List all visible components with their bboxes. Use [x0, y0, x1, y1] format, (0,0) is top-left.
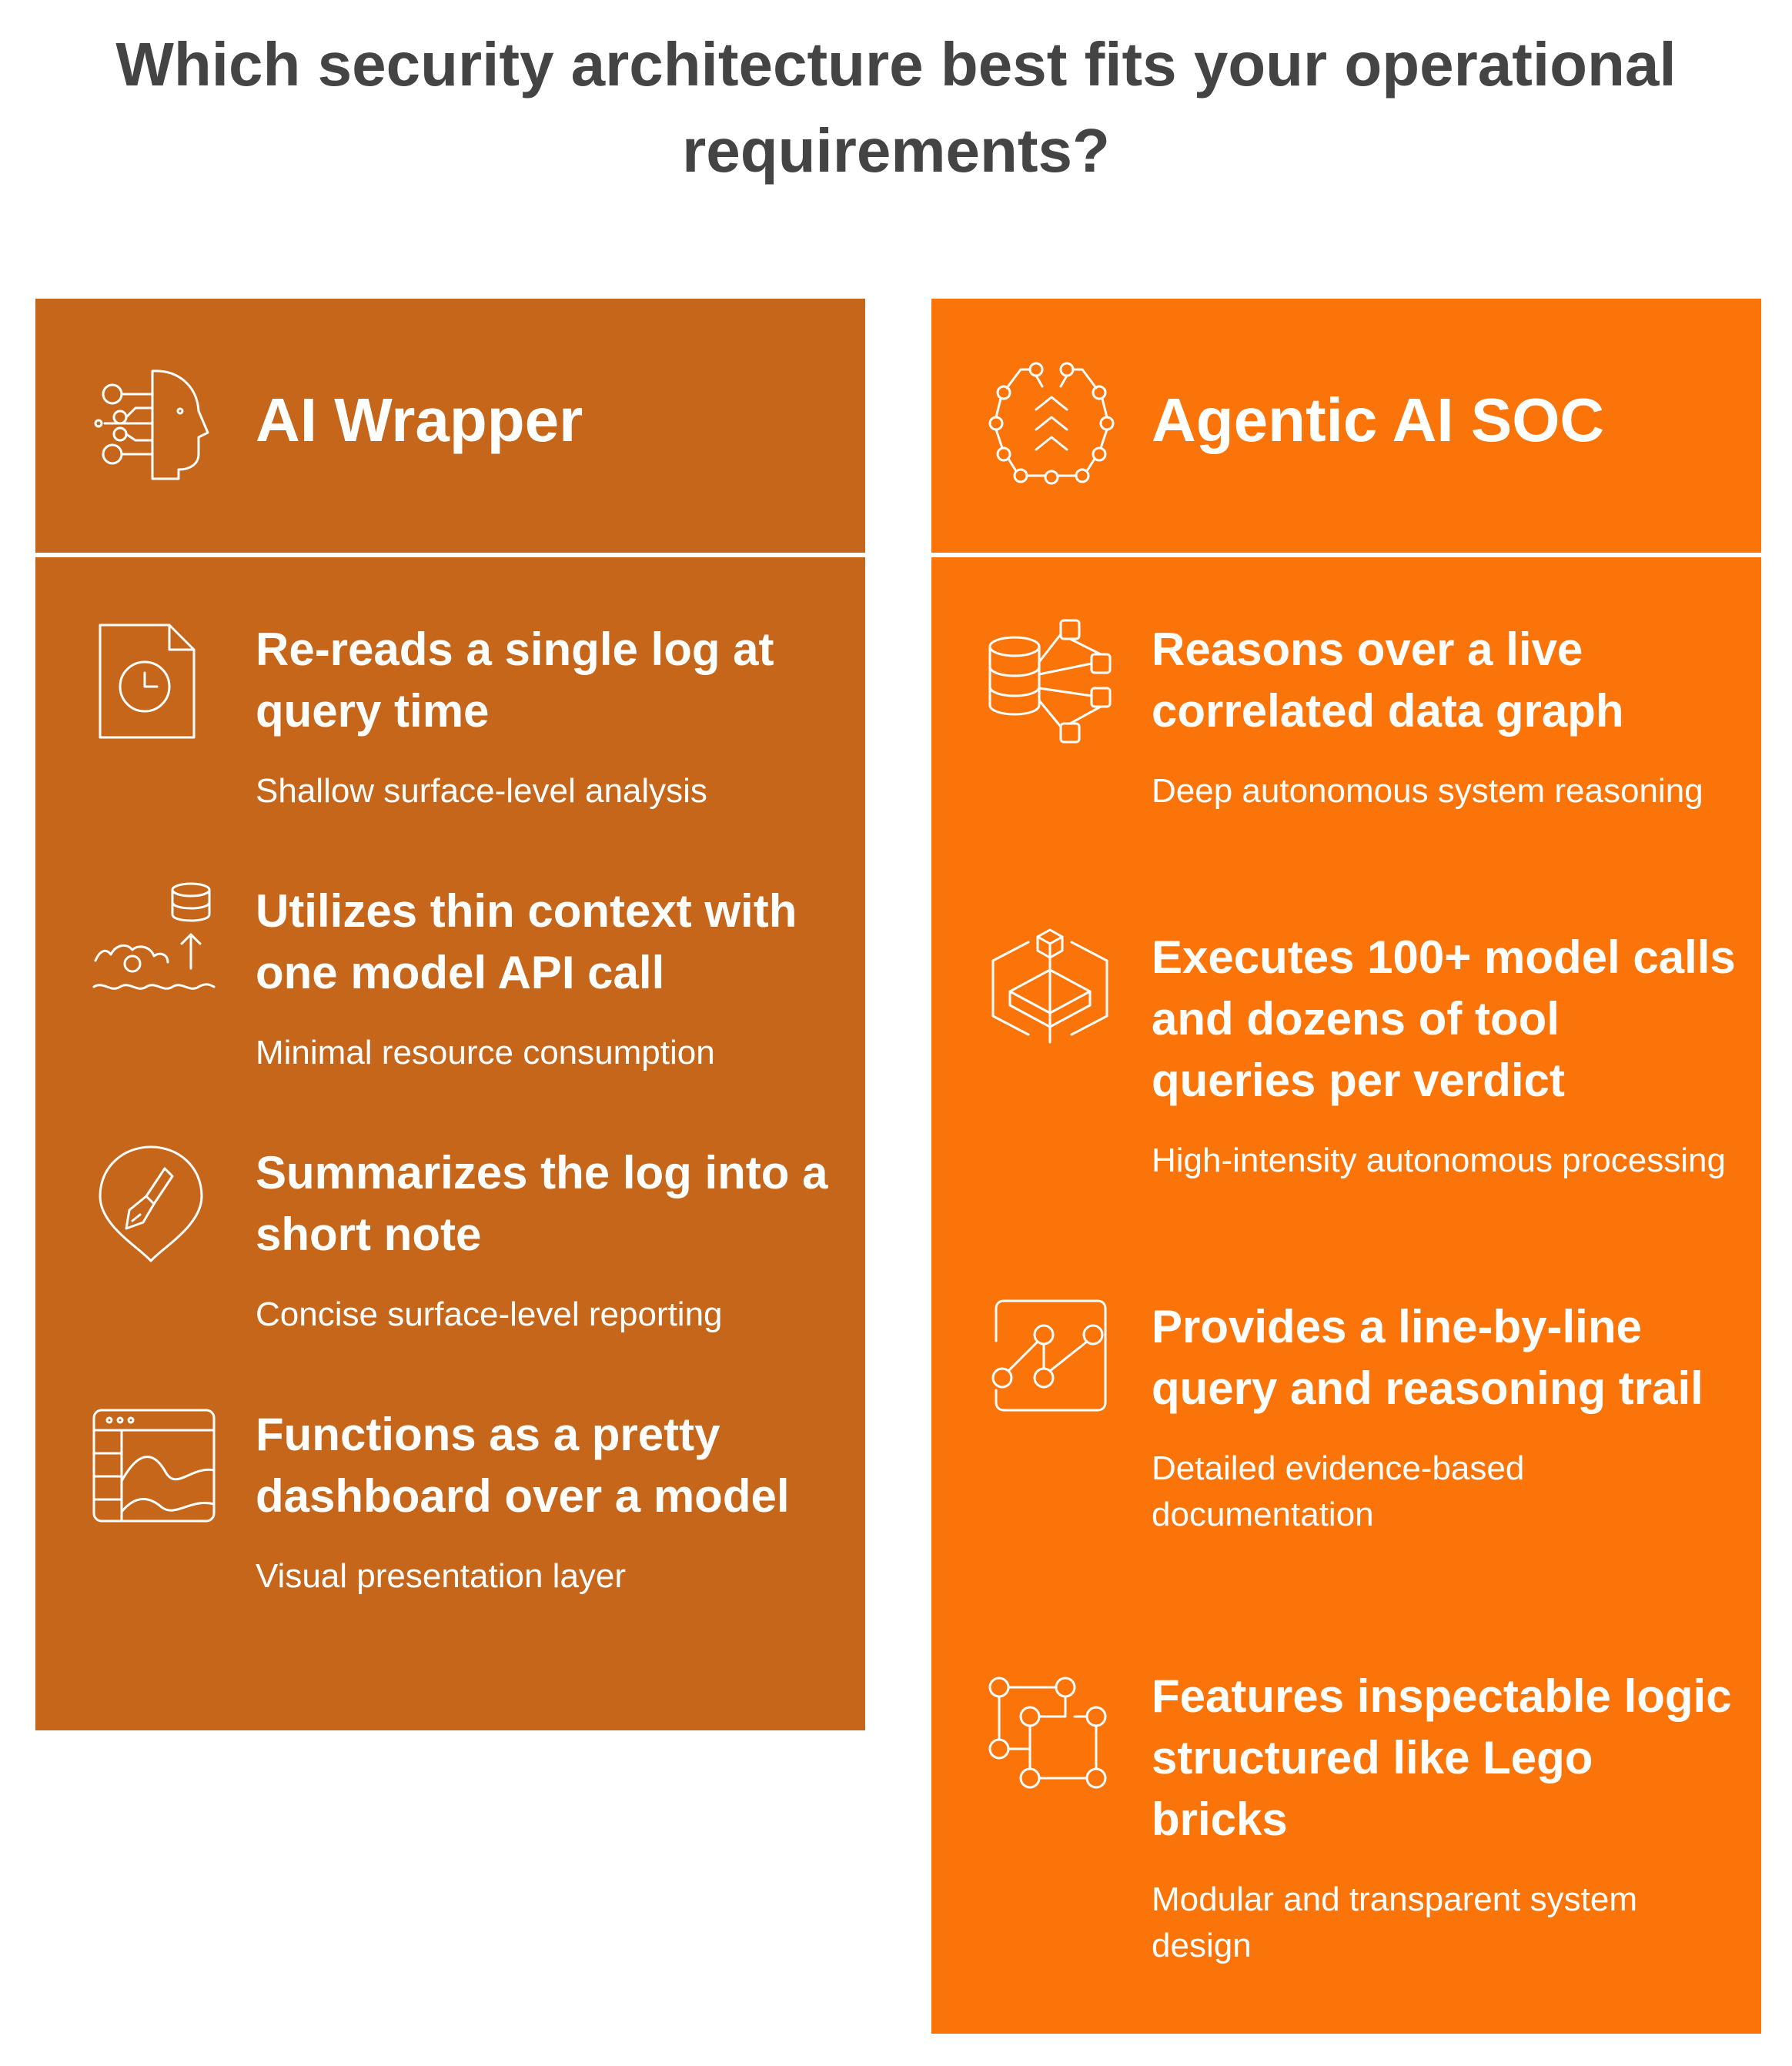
item-subtitle: Modular and transparent system design	[1152, 1880, 1637, 1964]
header-divider	[35, 553, 865, 557]
page-title: Which security architecture best fits your operational requirements?	[115, 30, 1677, 185]
item-subtitle: Concise surface-level reporting	[256, 1295, 723, 1333]
item-title: Reasons over a live correlated data graph	[1152, 623, 1624, 737]
agentic-ai-soc-panel	[931, 299, 1761, 2034]
ai-wrapper-header	[35, 299, 865, 553]
item-title: Functions as a pretty dashboard over a model	[256, 1409, 790, 1522]
agentic-ai-soc-heading: Agentic AI SOC	[1152, 386, 1605, 454]
database-gear-upload-icon	[92, 878, 216, 1001]
item-title: Utilizes thin context with one model API call	[256, 885, 797, 998]
network-chevrons-icon	[988, 360, 1112, 483]
location-pin-pen-icon	[92, 1142, 216, 1265]
item-subtitle: High-intensity autonomous processing	[1152, 1142, 1726, 1179]
ai-wrapper-panel	[35, 299, 865, 1730]
item-subtitle: Deep autonomous system reasoning	[1152, 772, 1703, 810]
agentic-ai-soc-header	[931, 299, 1761, 553]
header-divider	[931, 553, 1761, 557]
item-title: Executes 100+ model calls and dozens of tool queries per verdict	[1152, 931, 1736, 1106]
layered-cube-icon	[988, 927, 1112, 1050]
item-subtitle: Minimal resource consumption	[256, 1034, 715, 1071]
dashboard-window-icon	[92, 1404, 216, 1527]
database-graph-icon	[988, 619, 1112, 742]
line-chart-trail-icon	[988, 1296, 1112, 1419]
log-file-clock-icon	[92, 619, 216, 742]
ai-head-circuit-icon	[92, 360, 216, 483]
ai-wrapper-heading: AI Wrapper	[256, 386, 583, 454]
modular-blocks-icon	[988, 1666, 1112, 1789]
item-subtitle: Visual presentation layer	[256, 1557, 627, 1595]
item-title: Summarizes the log into a short note	[256, 1147, 828, 1260]
item-title: Features inspectable logic structured like Lego bricks	[1152, 1670, 1732, 1845]
item-subtitle: Shallow surface-level analysis	[256, 772, 707, 810]
item-title: Provides a line-by-line query and reasoning trail	[1152, 1301, 1703, 1414]
item-subtitle: Detailed evidence-based documentation	[1152, 1449, 1525, 1533]
item-title: Re-reads a single log at query time	[256, 623, 774, 737]
